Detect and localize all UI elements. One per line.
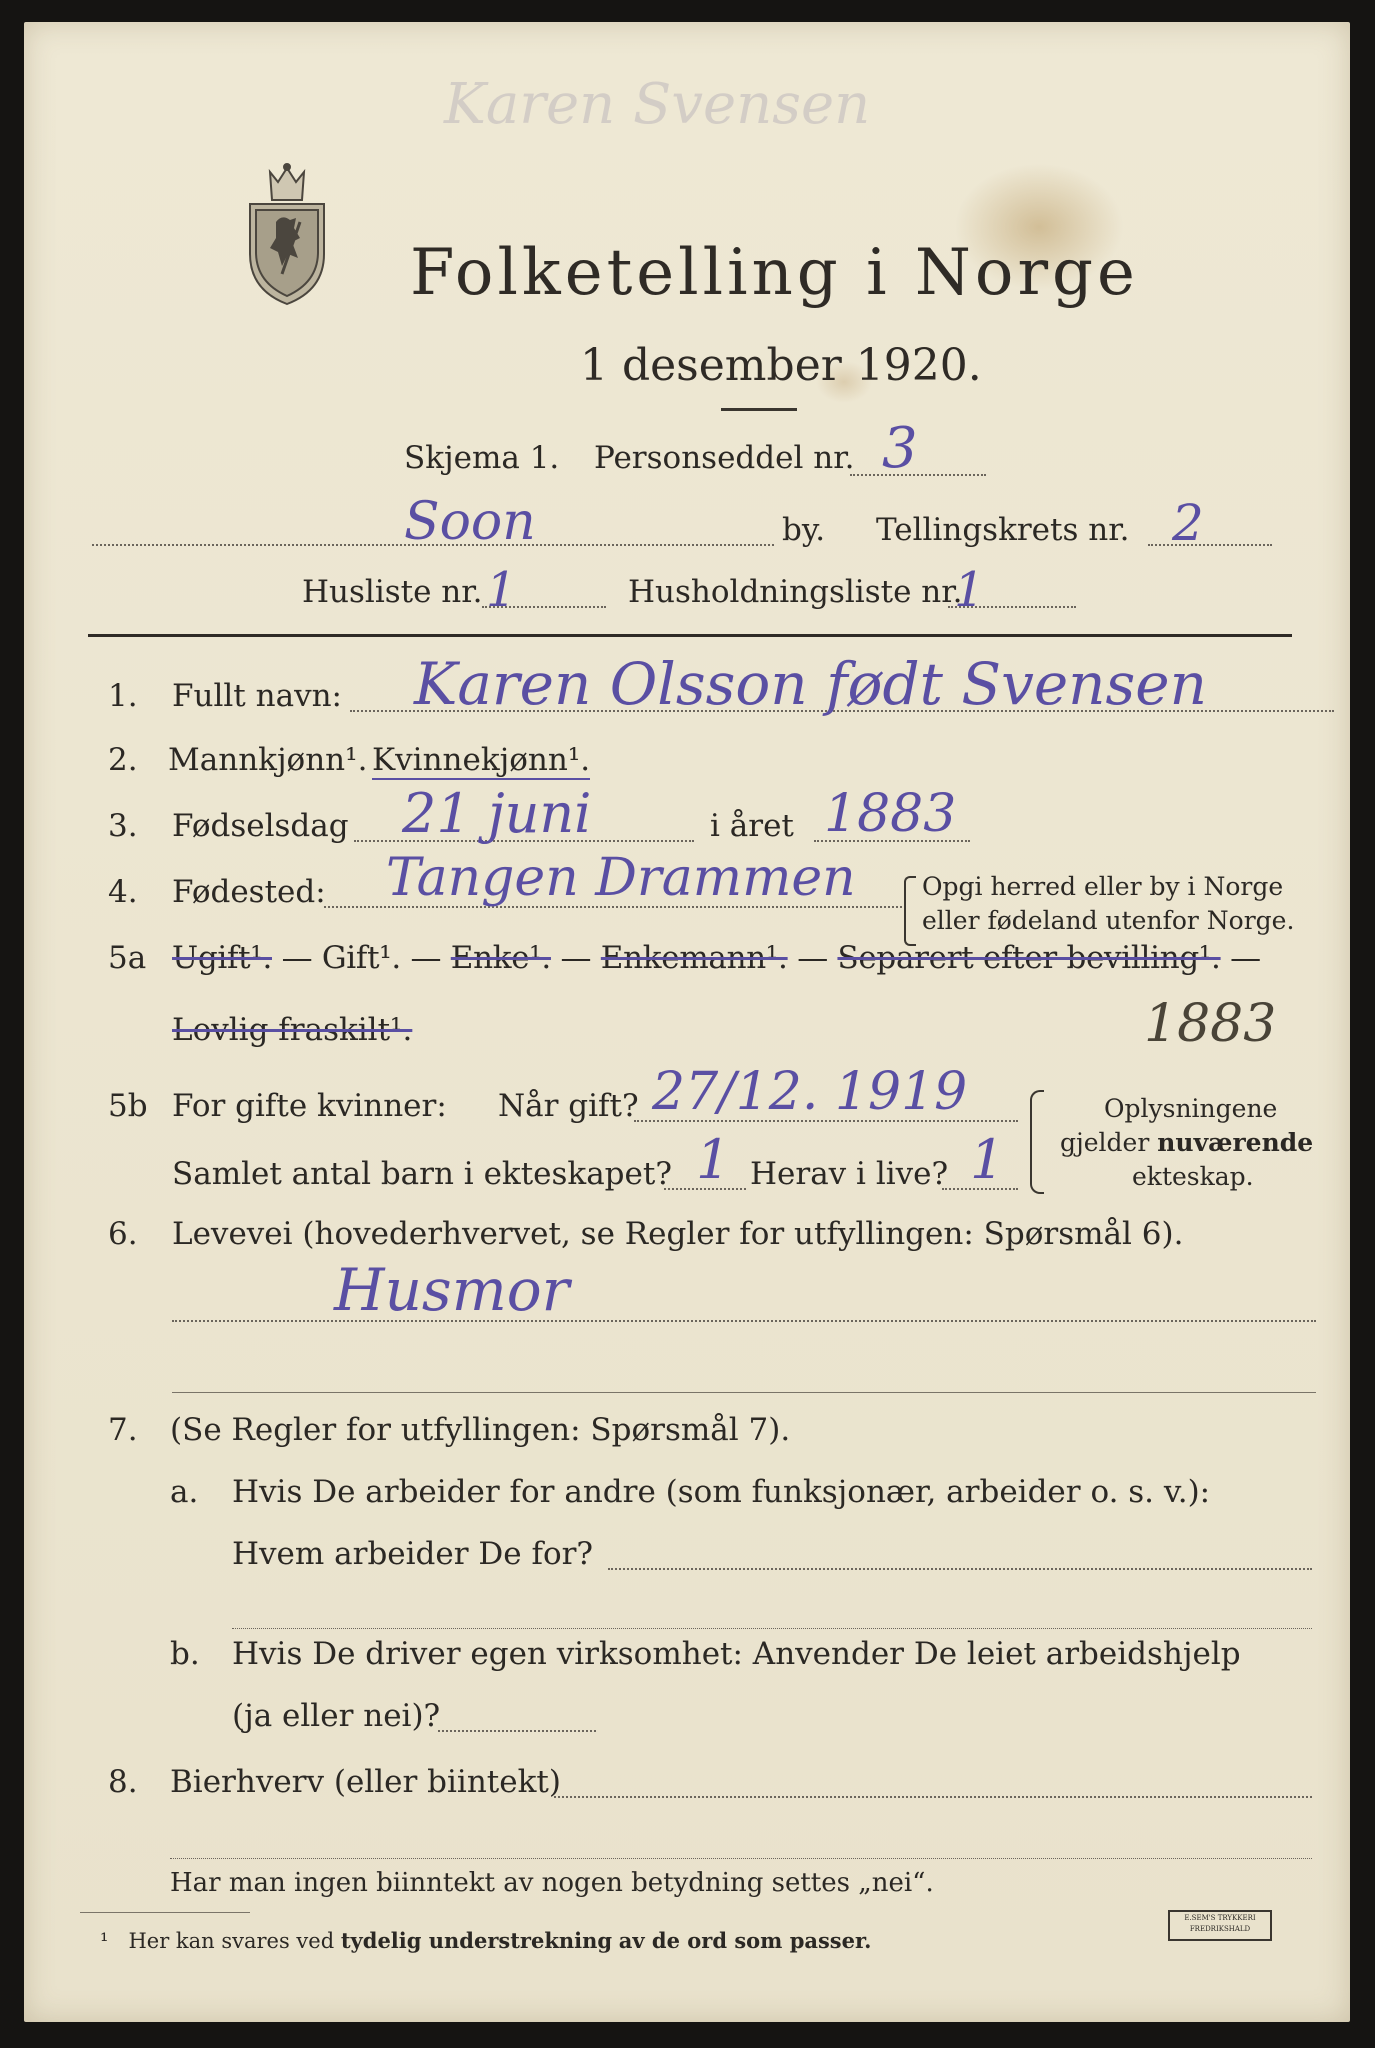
form-title: Folketelling i Norge xyxy=(410,236,1139,310)
q7a-text-2: Hvem arbeider De for? xyxy=(232,1536,594,1572)
married-option[interactable]: Gift¹. xyxy=(321,940,401,976)
birthday-value: 21 juni xyxy=(402,782,592,845)
birthplace-value: Tangen Drammen xyxy=(386,848,856,908)
q7a-text: Hvis De arbeider for andre (som funksjonær, arbeider o. s. v.): xyxy=(232,1474,1211,1510)
widower-option[interactable]: Enkemann¹. xyxy=(600,940,788,976)
occupation-field-2[interactable] xyxy=(172,1392,1316,1393)
tellingskrets-label: Tellingskrets nr. xyxy=(876,512,1130,548)
hired-help-field[interactable] xyxy=(438,1730,596,1732)
q7-number: 7. xyxy=(108,1412,138,1448)
widow-option[interactable]: Enke¹. xyxy=(450,940,551,976)
footnote-text-a: Her kan svares ved xyxy=(128,1929,335,1953)
q5b-label: For gifte kvinner: xyxy=(172,1088,447,1124)
margin-year-note: 1883 xyxy=(1144,994,1277,1054)
side-income-field[interactable] xyxy=(554,1796,1312,1798)
skjema-label: Skjema 1. xyxy=(404,440,560,476)
marriage-note-2b: nuværende xyxy=(1157,1128,1314,1157)
wedding-date-value: 27/12. 1919 xyxy=(652,1062,968,1122)
birth-year-label: i året xyxy=(710,808,794,844)
q1-label: Fullt navn: xyxy=(172,678,342,714)
q8-number: 8. xyxy=(108,1764,138,1800)
marriage-note-2 xyxy=(1060,1128,1313,1157)
q7b-number: b. xyxy=(170,1636,200,1672)
norway-coat-of-arms-icon xyxy=(242,162,332,307)
employer-field-2[interactable] xyxy=(232,1628,1312,1629)
husholdning-value: 1 xyxy=(954,562,985,618)
separator-1: — xyxy=(281,940,313,976)
children-label: Samlet antal barn i ekteskapet? xyxy=(172,1156,672,1192)
q6-number: 6. xyxy=(108,1216,138,1252)
q5b-number: 5b xyxy=(108,1088,148,1124)
employer-field[interactable] xyxy=(608,1568,1312,1570)
q3-number: 3. xyxy=(108,808,138,844)
census-form-page xyxy=(24,22,1350,2022)
q7b-text: Hvis De driver egen virksomhet: Anvender De leiet arbeidshjelp xyxy=(232,1636,1241,1672)
q7a-number: a. xyxy=(170,1474,199,1510)
side-income-field-2[interactable] xyxy=(170,1858,1312,1859)
male-option[interactable]: Mannkjønn¹. xyxy=(168,742,368,778)
birth-year-value: 1883 xyxy=(824,784,957,844)
q5a-number: 5a xyxy=(108,940,147,976)
q8-label: Bierhverv (eller biintekt) xyxy=(170,1764,561,1800)
unmarried-option[interactable]: Ugift¹. xyxy=(172,940,272,976)
husliste-value: 1 xyxy=(486,562,517,618)
footnote-mark: ¹ xyxy=(100,1929,109,1953)
personseddel-field[interactable] xyxy=(850,474,986,476)
living-children-label: Herav i live? xyxy=(750,1156,949,1192)
q1-number: 1. xyxy=(108,678,138,714)
marital-status-line xyxy=(172,940,1261,976)
female-option[interactable]: Kvinnekjønn¹. xyxy=(372,742,591,778)
children-value: 1 xyxy=(696,1128,731,1191)
living-children-value: 1 xyxy=(970,1128,1005,1191)
tellingskrets-value: 2 xyxy=(1172,494,1204,552)
faded-handwriting: Karen Svensen xyxy=(444,72,871,137)
q7-label: (Se Regler for utfyllingen: Spørsmål 7). xyxy=(170,1412,791,1448)
q2-number: 2. xyxy=(108,742,138,778)
printer-line-1: E.SEM'S TRYKKERI xyxy=(1184,1914,1256,1922)
q4-number: 4. xyxy=(108,874,138,910)
birthplace-note-2: eller fødeland utenfor Norge. xyxy=(922,906,1295,935)
header-separator xyxy=(88,634,1292,637)
by-label: by. xyxy=(782,512,826,548)
footnote-text-b: tydelig understrekning xyxy=(340,1928,613,1953)
husholdning-label: Husholdningsliste nr. xyxy=(628,574,963,610)
birthplace-brace xyxy=(904,876,916,946)
personseddel-value: 3 xyxy=(882,416,918,481)
title-divider xyxy=(721,408,797,411)
marriage-note-1: Oplysningene xyxy=(1104,1094,1278,1123)
printer-line-2: FREDRIKSHALD xyxy=(1189,1925,1251,1933)
separator-5: — xyxy=(1230,940,1261,976)
by-value: Soon xyxy=(404,492,536,552)
q6-label: Levevei (hovederhvervet, se Regler for utfyllingen: Spørsmål 6). xyxy=(172,1216,1184,1252)
q7b-text-2: (ja eller nei)? xyxy=(232,1698,441,1734)
divorced-option[interactable]: Lovlig fraskilt¹. xyxy=(172,1012,413,1048)
separator-2: — xyxy=(410,940,442,976)
side-income-note: Har man ingen biinntekt av nogen betydning settes „nei“. xyxy=(170,1868,934,1898)
q3-label: Fødselsdag xyxy=(172,808,349,844)
separator-3: — xyxy=(560,940,592,976)
printer-mark xyxy=(1168,1910,1272,1941)
q4-label: Fødested: xyxy=(172,874,326,910)
personseddel-label: Personseddel nr. xyxy=(594,440,855,476)
separated-option[interactable]: Separert efter bevilling¹. xyxy=(837,940,1221,976)
marriage-note-3: ekteskap. xyxy=(1132,1162,1254,1191)
footnote-text-c: av de ord som passer. xyxy=(618,1928,872,1953)
footnote xyxy=(100,1928,871,1953)
wedding-date-label: Når gift? xyxy=(498,1088,639,1124)
footnote-divider xyxy=(80,1912,250,1913)
separator-4: — xyxy=(797,940,828,976)
full-name-value: Karen Olsson født Svensen xyxy=(414,650,1207,718)
occupation-value: Husmor xyxy=(334,1256,570,1324)
marriage-note-brace xyxy=(1030,1090,1044,1194)
tellingskrets-field[interactable] xyxy=(1148,544,1272,546)
birthplace-note-1: Opgi herred eller by i Norge xyxy=(922,872,1284,901)
form-date: 1 desember 1920. xyxy=(580,340,982,391)
husliste-label: Husliste nr. xyxy=(302,574,483,610)
marriage-note-2a: gjelder xyxy=(1060,1128,1150,1157)
